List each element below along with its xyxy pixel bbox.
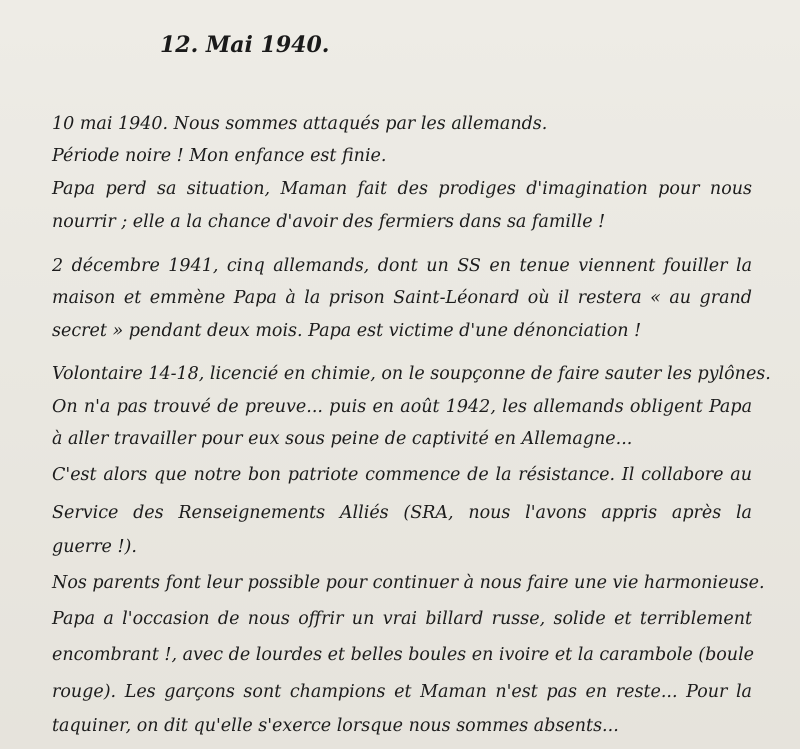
- text-line-10: à aller travailler pour eux sous peine de captivité en Allemagne...: [52, 429, 633, 449]
- text-line-14: Nos parents font leur possible pour continuer à nous faire une vie harmonieuse.: [52, 573, 765, 593]
- text-line-15: Papa a l'occasion de nous offrir un vrai billard russe, solide et terriblement: [52, 609, 752, 629]
- text-line-5: 2 décembre 1941, cinq allemands, dont un SS en tenue viennent fouiller la: [52, 256, 752, 276]
- page-title: 12. Mai 1940.: [160, 32, 330, 58]
- text-line-16: encombrant !, avec de lourdes et belles boules en ivoire et la carambole (boule: [52, 645, 755, 665]
- text-line-12: Service des Renseignements Alliés (SRA, nous l'avons appris après la: [52, 503, 752, 523]
- text-line-2: Période noire ! Mon enfance est finie.: [52, 146, 387, 166]
- text-line-17: rouge). Les garçons sont champions et Maman n'est pas en reste... Pour la: [52, 682, 752, 702]
- text-line-8: Volontaire 14-18, licencié en chimie, on le soupçonne de faire sauter les pylônes.: [52, 364, 771, 384]
- text-line-3: Papa perd sa situation, Maman fait des prodiges d'imagination pour nous: [52, 179, 752, 199]
- text-line-9: On n'a pas trouvé de preuve... puis en août 1942, les allemands obligent Papa: [52, 397, 752, 417]
- text-line-7: secret » pendant deux mois. Papa est victime d'une dénonciation !: [52, 321, 642, 341]
- text-line-11: C'est alors que notre bon patriote commence de la résistance. Il collabore au: [52, 465, 752, 485]
- text-line-4: nourrir ; elle a la chance d'avoir des fermiers dans sa famille !: [52, 212, 606, 232]
- text-line-1: 10 mai 1940. Nous sommes attaqués par les allemands.: [52, 114, 548, 134]
- text-line-13: guerre !).: [52, 537, 137, 557]
- text-line-6: maison et emmène Papa à la prison Saint-Léonard où il restera « au grand: [52, 288, 752, 308]
- text-line-18: taquiner, on dit qu'elle s'exerce lorsque nous sommes absents...: [52, 716, 619, 736]
